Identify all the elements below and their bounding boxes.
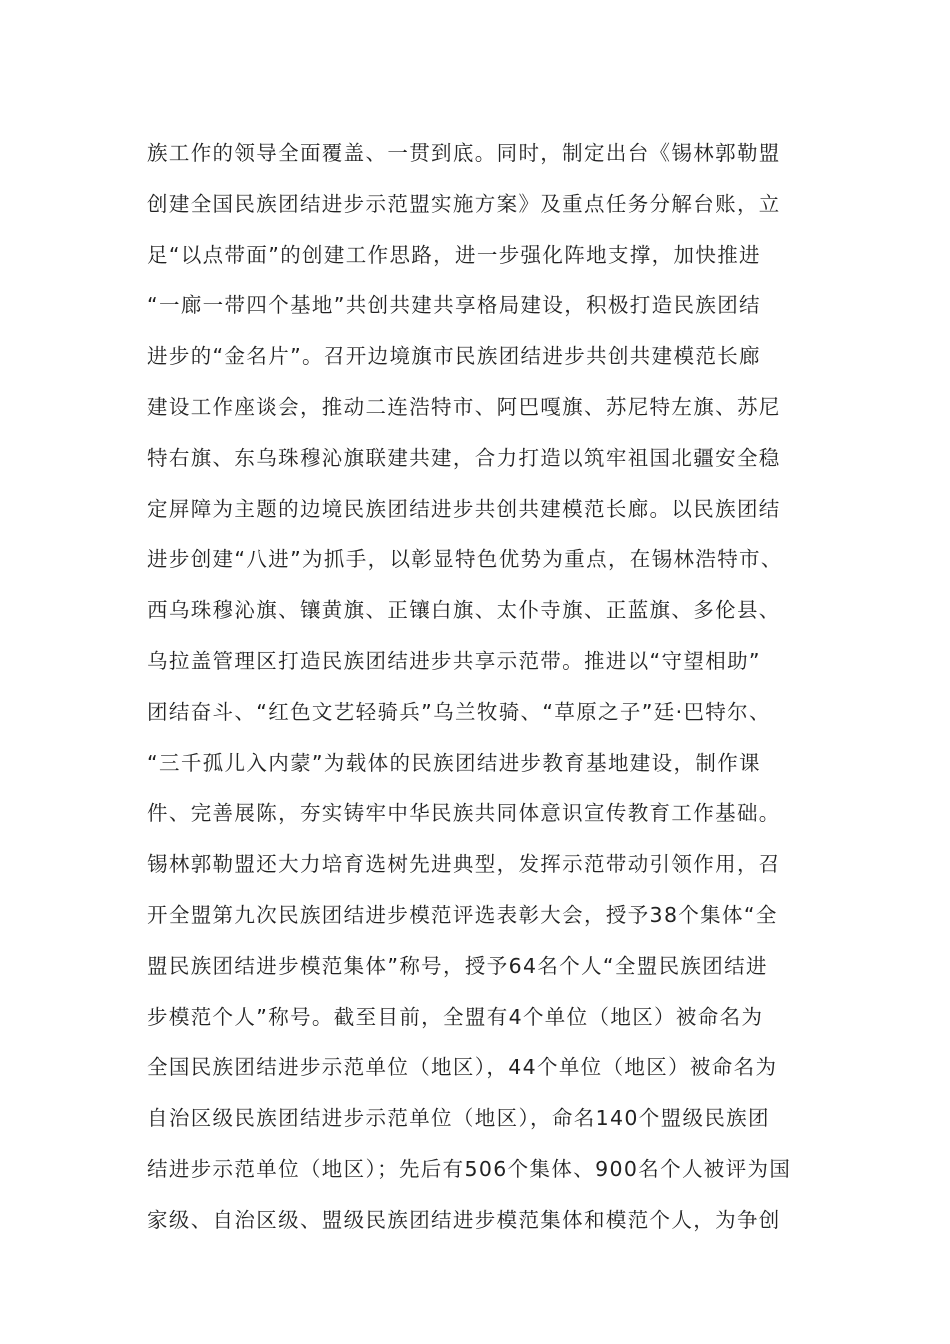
body-text: [147, 132, 837, 1250]
text-line: 件、完善展陈，夯实铸牢中华民族共同体意识宣传教育工作基础。: [147, 801, 781, 826]
text-line: 特右旗、东乌珠穆沁旗联建共建，合力打造以筑牢祖国北疆安全稳: [147, 445, 781, 470]
text-line: 建设工作座谈会，推动二连浩特市、阿巴嘎旗、苏尼特左旗、苏尼: [147, 394, 781, 419]
text-line: 结进步示范单位（地区）；先后有506个集体、900名个人被评为国: [147, 1156, 792, 1181]
text-line: 盟民族团结进步模范集体”称号，授予64名个人“全盟民族团结进: [147, 953, 768, 978]
text-line: 乌拉盖管理区打造民族团结进步共享示范带。推进以“守望相助”: [147, 648, 761, 673]
text-line: 锡林郭勒盟还大力培育选树先进典型，发挥示范带动引领作用，召: [147, 852, 781, 877]
text-line: “三千孤儿入内蒙”为载体的民族团结进步教育基地建设，制作课: [147, 750, 761, 775]
text-line: 足“以点带面”的创建工作思路，进一步强化阵地支撑，加快推进: [147, 242, 761, 267]
text-line: “一廊一带四个基地”共创共建共享格局建设，积极打造民族团结: [147, 293, 761, 318]
text-line: 家级、自治区级、盟级民族团结进步模范集体和模范个人，为争创: [147, 1207, 781, 1232]
text-line: 全国民族团结进步示范单位（地区），44个单位（地区）被命名为: [147, 1055, 778, 1080]
text-line: 进步的“金名片”。召开边境旗市民族团结进步共创共建模范长廊: [147, 344, 761, 369]
text-line: 步模范个人”称号。截至目前，全盟有4个单位（地区）被命名为: [147, 1004, 764, 1029]
text-line: 创建全国民族团结进步示范盟实施方案》及重点任务分解台账，立: [147, 191, 781, 216]
text-line: 自治区级民族团结进步示范单位（地区），命名140个盟级民族团: [147, 1106, 770, 1131]
text-line: 开全盟第九次民族团结进步模范评选表彰大会，授予38个集体“全: [147, 902, 778, 927]
text-line: 定屏障为主题的边境民族团结进步共创共建模范长廊。以民族团结: [147, 496, 781, 521]
text-line: 进步创建“八进”为抓手，以彰显特色优势为重点，在锡林浩特市、: [147, 547, 783, 572]
text-line: 族工作的领导全面覆盖、一贯到底。同时，制定出台《锡林郭勒盟: [147, 141, 781, 165]
text-line: 西乌珠穆沁旗、镶黄旗、正镶白旗、太仆寺旗、正蓝旗、多伦县、: [147, 598, 781, 623]
text-line: 团结奋斗、“红色文艺轻骑兵”乌兰牧骑、“草原之子”廷·巴特尔、: [147, 699, 771, 724]
